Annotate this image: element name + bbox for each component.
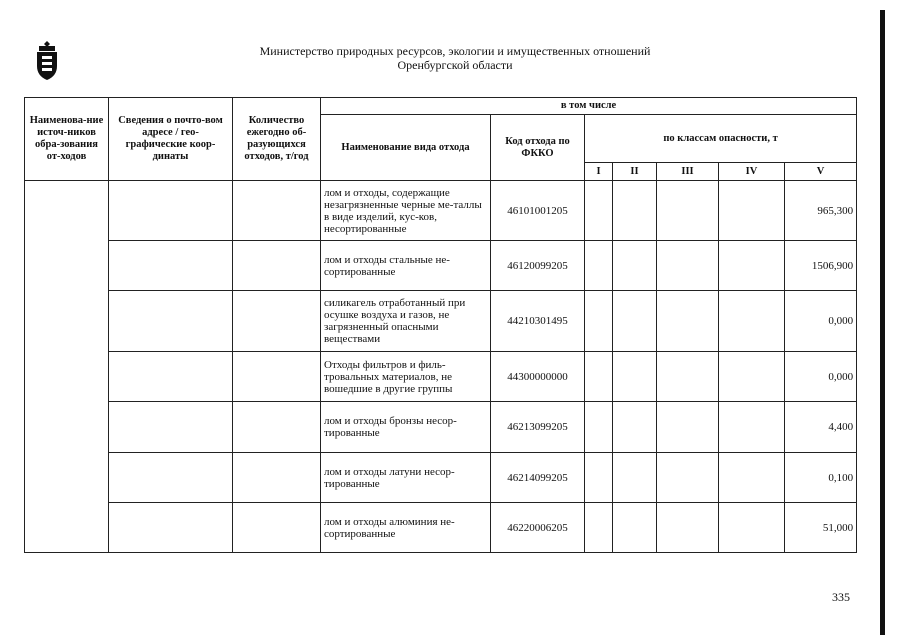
quantity-cell <box>233 181 321 241</box>
header-class-2: II <box>613 163 657 181</box>
ministry-header <box>200 44 710 72</box>
waste-code-cell: 46213099205 <box>491 402 585 453</box>
header-class-4: IV <box>719 163 785 181</box>
address-cell <box>109 352 233 402</box>
waste-name-cell: лом и отходы бронзы несор-тированные <box>321 402 491 453</box>
waste-code-cell: 46101001205 <box>491 181 585 241</box>
address-cell <box>109 241 233 291</box>
table-row <box>25 503 857 553</box>
table-row <box>25 453 857 503</box>
waste-code-cell: 44210301495 <box>491 291 585 352</box>
quantity-cell <box>233 453 321 503</box>
header-hazard-classes: по классам опасности, т <box>585 115 857 163</box>
source-cell <box>25 181 109 553</box>
waste-code-cell: 46214099205 <box>491 453 585 503</box>
header-class-1: I <box>585 163 613 181</box>
table-row <box>25 402 857 453</box>
waste-name-cell: лом и отходы, содержащие незагрязненные черные ме-таллы в виде изделий, кус-ков, несортированные <box>321 181 491 241</box>
address-cell <box>109 402 233 453</box>
quantity-cell <box>233 291 321 352</box>
waste-code-cell: 46120099205 <box>491 241 585 291</box>
header-code: Код отхода по ФККО <box>491 115 585 181</box>
class-5-value-cell: 0,000 <box>785 352 857 402</box>
header-address: Сведения о почто-вом адресе / гео-графические коор-динаты <box>109 98 233 181</box>
class-5-value-cell: 965,300 <box>785 181 857 241</box>
waste-name-cell: лом и отходы алюминия не-сортированные <box>321 503 491 553</box>
waste-code-cell: 46220006205 <box>491 503 585 553</box>
table-row <box>25 181 857 241</box>
class-5-value-cell: 0,000 <box>785 291 857 352</box>
waste-name-cell: лом и отходы латуни несор-тированные <box>321 453 491 503</box>
header-quantity: Количество ежегодно об-разующихся отходов, т/год <box>233 98 321 181</box>
header-class-3: III <box>657 163 719 181</box>
quantity-cell <box>233 503 321 553</box>
coat-of-arms-icon <box>34 40 60 82</box>
waste-name-cell: лом и отходы стальные не-сортированные <box>321 241 491 291</box>
header-line-1: Министерство природных ресурсов, экологии и имущественных отношений <box>259 44 651 58</box>
header-waste-name: Наименование вида отхода <box>321 115 491 181</box>
header-including: в том числе <box>321 98 857 115</box>
quantity-cell <box>233 352 321 402</box>
table-row <box>25 291 857 352</box>
address-cell <box>109 503 233 553</box>
class-5-value-cell: 51,000 <box>785 503 857 553</box>
header-line-2: Оренбургской области <box>397 58 513 72</box>
page-number: 335 <box>832 590 850 604</box>
header-class-5: V <box>785 163 857 181</box>
binding-edge-rule <box>880 10 885 635</box>
address-cell <box>109 291 233 352</box>
table-row <box>25 352 857 402</box>
address-cell <box>109 453 233 503</box>
quantity-cell <box>233 241 321 291</box>
waste-name-cell: силикагель отработанный при осушке воздуха и газов, не загрязненный опасными веществами <box>321 291 491 352</box>
waste-name-cell: Отходы фильтров и филь-тровальных материалов, не вошедшие в другие группы <box>321 352 491 402</box>
quantity-cell <box>233 402 321 453</box>
table-row <box>25 241 857 291</box>
class-5-value-cell: 4,400 <box>785 402 857 453</box>
waste-table <box>24 97 857 553</box>
header-source: Наименова-ние источ-ников обра-зования от-ходов <box>25 98 109 181</box>
class-5-value-cell: 0,100 <box>785 453 857 503</box>
address-cell <box>109 181 233 241</box>
waste-code-cell: 44300000000 <box>491 352 585 402</box>
class-5-value-cell: 1506,900 <box>785 241 857 291</box>
